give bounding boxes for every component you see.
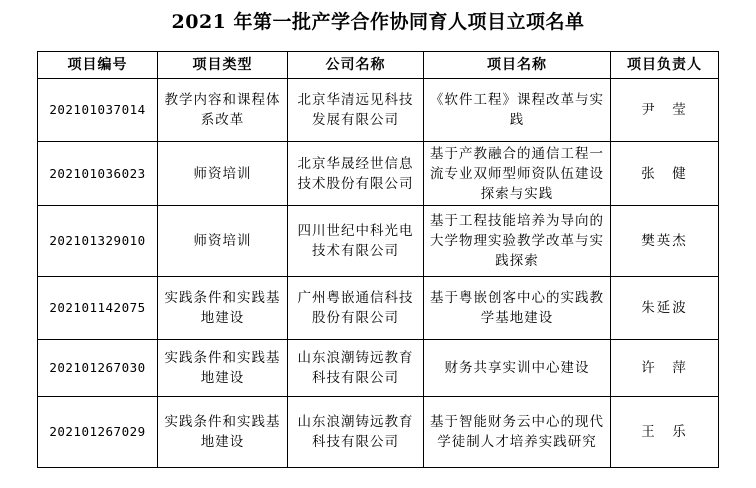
header-project-id: 项目编号 xyxy=(38,52,158,79)
cell-project-type: 师资培训 xyxy=(158,206,288,277)
cell-project-name: 基于智能财务云中心的现代学徒制人才培养实践研究 xyxy=(424,397,611,468)
cell-project-name: 《软件工程》课程改革与实践 xyxy=(424,79,611,142)
table-row xyxy=(38,142,719,206)
project-table xyxy=(37,51,719,468)
cell-project-type: 教学内容和课程体系改革 xyxy=(158,79,288,142)
cell-project-name: 基于工程技能培养为导向的大学物理实验教学改革与实践探索 xyxy=(424,206,611,277)
cell-company-name: 山东浪潮铸远教育科技有限公司 xyxy=(288,397,424,468)
cell-company-name: 北京华晟经世信息技术股份有限公司 xyxy=(288,142,424,206)
cell-project-name: 基于产教融合的通信工程一流专业双师型师资队伍建设探索与实践 xyxy=(424,142,611,206)
cell-project-type: 实践条件和实践基地建设 xyxy=(158,340,288,397)
table-header-row xyxy=(38,52,719,79)
cell-project-lead: 许 萍 xyxy=(611,340,719,397)
cell-project-type: 实践条件和实践基地建设 xyxy=(158,277,288,340)
cell-project-type: 实践条件和实践基地建设 xyxy=(158,397,288,468)
cell-project-name: 基于粤嵌创客中心的实践教学基地建设 xyxy=(424,277,611,340)
header-project-type: 项目类型 xyxy=(158,52,288,79)
cell-project-id: 202101036023 xyxy=(38,142,158,206)
cell-project-lead: 樊英杰 xyxy=(611,206,719,277)
table-row xyxy=(38,277,719,340)
table-row xyxy=(38,340,719,397)
document-title: 2021 年第一批产学合作协同育人项目立项名单 xyxy=(171,11,585,33)
table-row xyxy=(38,397,719,468)
cell-project-lead: 王 乐 xyxy=(611,397,719,468)
cell-company-name: 北京华清远见科技发展有限公司 xyxy=(288,79,424,142)
cell-project-type: 师资培训 xyxy=(158,142,288,206)
cell-project-id: 202101267030 xyxy=(38,340,158,397)
table-row xyxy=(38,79,719,142)
cell-project-lead: 尹 莹 xyxy=(611,79,719,142)
cell-project-id: 202101037014 xyxy=(38,79,158,142)
cell-project-id: 202101142075 xyxy=(38,277,158,340)
cell-company-name: 山东浪潮铸远教育科技有限公司 xyxy=(288,340,424,397)
cell-project-name: 财务共享实训中心建设 xyxy=(424,340,611,397)
cell-project-lead: 张 健 xyxy=(611,142,719,206)
header-project-lead: 项目负责人 xyxy=(611,52,719,79)
table-row xyxy=(38,206,719,277)
cell-company-name: 四川世纪中科光电技术有限公司 xyxy=(288,206,424,277)
header-project-name: 项目名称 xyxy=(424,52,611,79)
cell-project-id: 202101329010 xyxy=(38,206,158,277)
cell-project-lead: 朱延波 xyxy=(611,277,719,340)
cell-project-id: 202101267029 xyxy=(38,397,158,468)
cell-company-name: 广州粤嵌通信科技股份有限公司 xyxy=(288,277,424,340)
header-company-name: 公司名称 xyxy=(288,52,424,79)
